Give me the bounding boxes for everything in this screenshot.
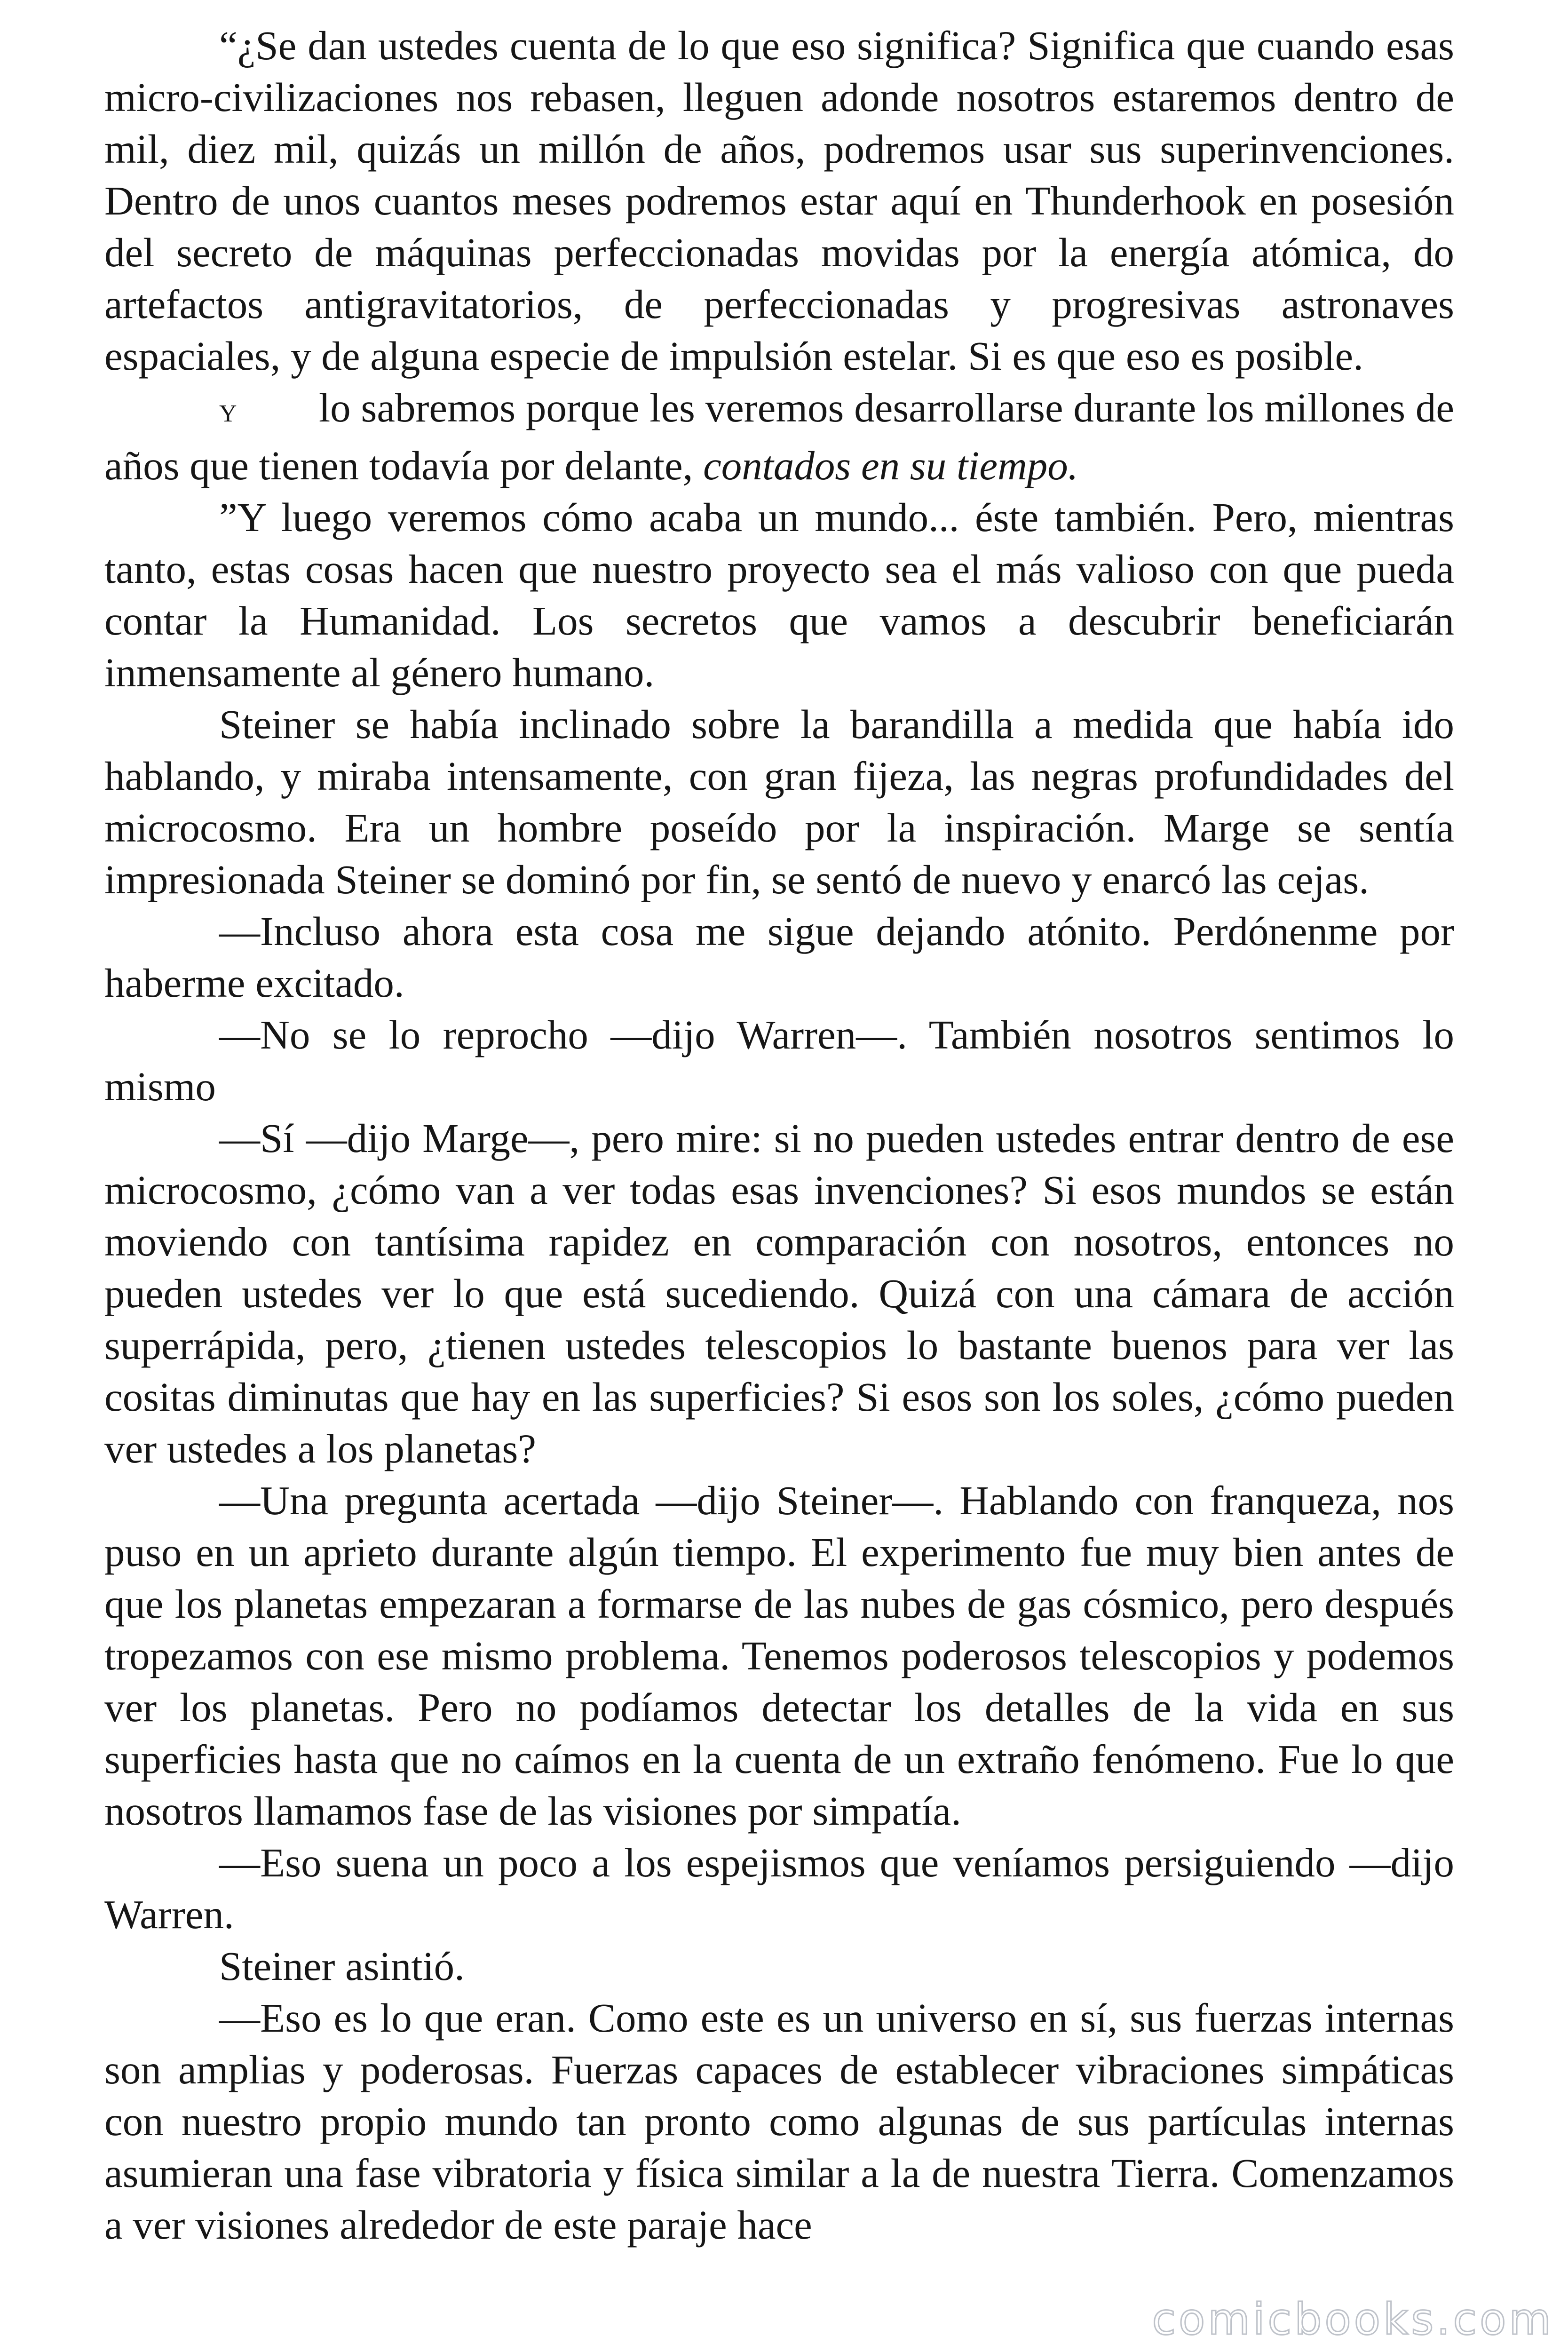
paragraph-2-text: lo sabremos porque les veremos desarrollarse durante los millones de años que tienen todavía por delante, xyxy=(104,385,1454,488)
paragraph-9: —Eso suena un poco a los espejismos que veníamos persiguiendo —dijo Warren. xyxy=(104,1840,1454,1937)
watermark: comicbooks.com xyxy=(1152,2294,1554,2344)
paragraph-5: —Incluso ahora esta cosa me sigue dejando atónito. Perdónenme por haberme excitado. xyxy=(104,908,1454,1006)
paragraph-1: “¿Se dan ustedes cuenta de lo que eso significa? Significa que cuando esas micro-civilizaciones nos rebasen, lleguen adonde nosotros estaremos dentro de mil, diez mil, quizás un millón de años, podremos usar sus superinvenciones. Dentro de unos cuantos meses podremos estar aquí en Thunderhook en posesión del secreto de máquinas perfeccionadas movidas por la energía atómica, do artefactos antigravitatorios, de perfeccionadas y progresivas astronaves espaciales, y de alguna especie de impulsión estelar. Si es que eso es posible. xyxy=(104,23,1454,379)
paragraph-3: ”Y luego veremos cómo acaba un mundo... éste también. Pero, mientras tanto, estas cosas hacen que nuestro proyecto sea el más valioso con que pueda contar la Humanidad. Los secretos que vamos a descubrir beneficiarán inmensamente al género humano. xyxy=(104,494,1454,695)
paragraph-4: Steiner se había inclinado sobre la barandilla a medida que había ido hablando, y miraba intensamente, con gran fijeza, las negras profundidades del microcosmo. Era un hombre poseído por la inspiración. Marge se sentía impresionada Steiner se dominó por fin, se sentó de nuevo y enarcó las cejas. xyxy=(104,701,1454,902)
paragraph-7: —Sí —dijo Marge—, pero mire: si no pueden ustedes entrar dentro de ese microcosmo, ¿cómo van a ver todas esas invenciones? Si esos mundos se están moviendo con tantísima rapidez en comparación con nosotros, entonces no pueden ustedes ver lo que está sucediendo. Quizá con una cámara de acción superrápida, pero, ¿tienen ustedes telescopios lo bastante buenos para ver las cositas diminutas que hay en las superficies? Si esos son los soles, ¿cómo pueden ver ustedes a los planetas? xyxy=(104,1115,1454,1471)
paragraph-11: —Eso es lo que eran. Como este es un universo en sí, sus fuerzas internas son amplias y poderosas. Fuerzas capaces de establecer vibraciones simpáticas con nuestro propio mundo tan pronto como algunas de sus partículas internas asumieran una fase vibratoria y física similar a la de nuestra Tierra. Comenzamos a ver visiones alrededor de este paraje hace xyxy=(104,1995,1454,2248)
paragraph-2-italic: contados en su tiempo. xyxy=(703,443,1078,488)
paragraph-6: —No se lo reprocho —dijo Warren—. También nosotros sentimos lo mismo xyxy=(104,1012,1454,1109)
paragraph-10: Steiner asintió. xyxy=(219,1943,465,1989)
book-page xyxy=(104,20,1454,2251)
paragraph-8: —Una pregunta acertada —dijo Steiner—. Hablando con franqueza, nos puso en un aprieto durante algún tiempo. El experimento fue muy bien antes de que los planetas empezaran a formarse de las nubes de gas cósmico, pero después tropezamos con ese mismo problema. Tenemos poderosos telescopios y podemos ver los planetas. Pero no podíamos detectar los detalles de la vida en sus superficies hasta que no caímos en la cuenta de un extraño fenómeno. Fue lo que nosotros llamamos fase de las visiones por simpatía. xyxy=(104,1478,1454,1834)
paragraph-2-lead: Y xyxy=(219,400,238,427)
paragraph-2 xyxy=(104,382,1454,492)
